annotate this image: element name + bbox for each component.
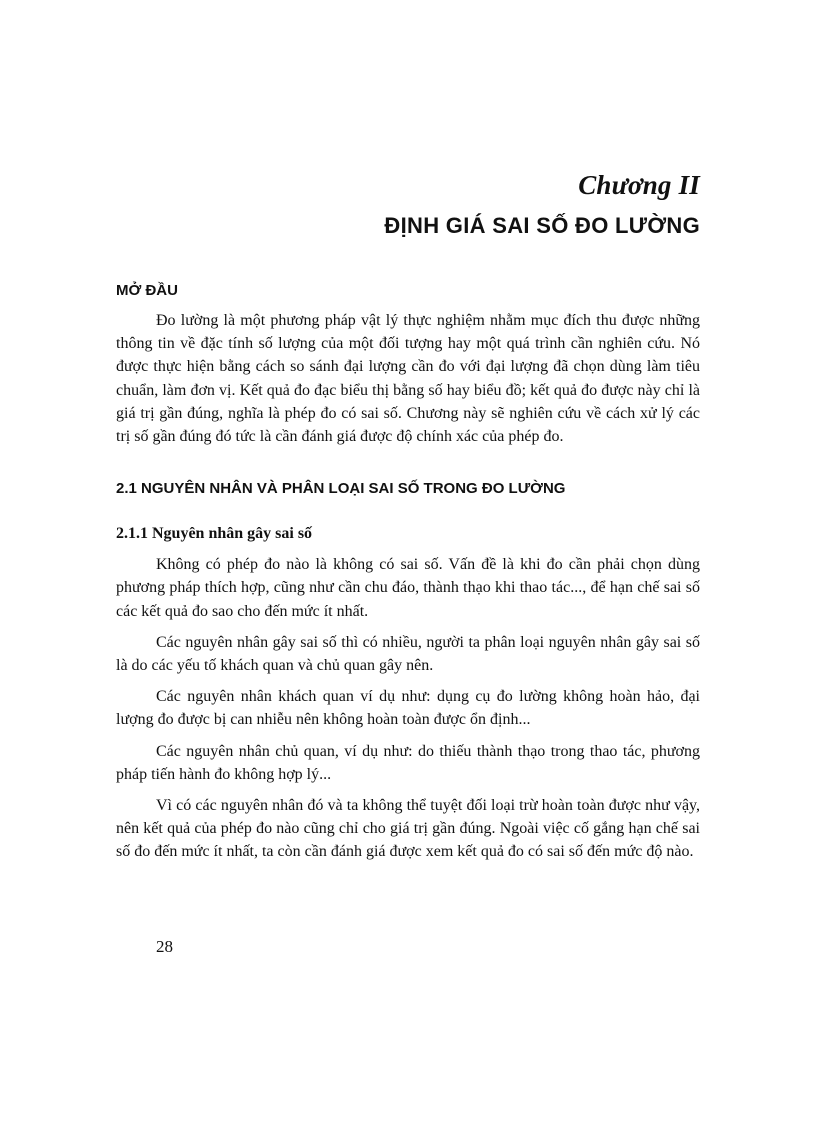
body-paragraph: Các nguyên nhân chủ quan, ví dụ như: do thiếu thành thạo trong thao tác, phương pháp tiến hành đo không hợp lý...	[116, 742, 700, 783]
page-body	[116, 282, 700, 864]
chapter-title: ĐỊNH GIÁ SAI SỐ ĐO LƯỜNG	[384, 213, 700, 238]
body-paragraph: Vì có các nguyên nhân đó và ta không thể tuyệt đối loại trừ hoàn toàn được như vậy, nên kết quả của phép đo nào cũng chỉ cho giá trị gần đúng. Ngoài việc cố gắng hạn chế sai số đo đến mức ít nhất, ta còn cần đánh giá được xem kết quả đo có sai số đến mức độ nào.	[116, 797, 700, 861]
section-heading: 2.1 NGUYÊN NHÂN VÀ PHÂN LOẠI SAI SỐ TRONG ĐO LƯỜNG	[116, 480, 566, 498]
subsection-heading: 2.1.1 Nguyên nhân gây sai số	[116, 525, 313, 543]
chapter-label: Chương II	[578, 170, 700, 200]
body-paragraph: Các nguyên nhân khách quan ví dụ như: dụng cụ đo lường không hoàn hảo, đại lượng đo được bị can nhiễu nên không hoàn toàn được ổn định...	[116, 688, 700, 729]
page-number: 28	[156, 937, 173, 956]
intro-paragraph: Đo lường là một phương pháp vật lý thực nghiệm nhằm mục đích thu được những thông tin về đặc tính số lượng của một đối tượng hay một quá trình cần nghiên cứu. Nó được thực hiện bằng cách so sánh đại lượng cần đo với đại lượng đã chọn dùng làm tiêu chuẩn, làm đơn vị. Kết quả đo đạc biểu thị bằng số hay biểu đồ; kết quả đo được này chỉ là giá trị gần đúng, nghĩa là phép đo có sai số. Chương này sẽ nghiên cứu về cách xử lý các trị số gần đúng đó tức là cần đánh giá được độ chính xác của phép đo.	[116, 312, 700, 446]
intro-heading: MỞ ĐẦU	[116, 282, 178, 299]
body-paragraph: Không có phép đo nào là không có sai số. Vấn đề là khi đo cần phải chọn dùng phương pháp thích hợp, cũng như cần chu đáo, thành thạo khi thao tác..., để hạn chế sai số các kết quả đo sao cho đến mức ít nhất.	[116, 556, 700, 620]
body-paragraph: Các nguyên nhân gây sai số thì có nhiều, người ta phân loại nguyên nhân gây sai số là do các yếu tố khách quan và chủ quan gây nên.	[116, 633, 700, 675]
